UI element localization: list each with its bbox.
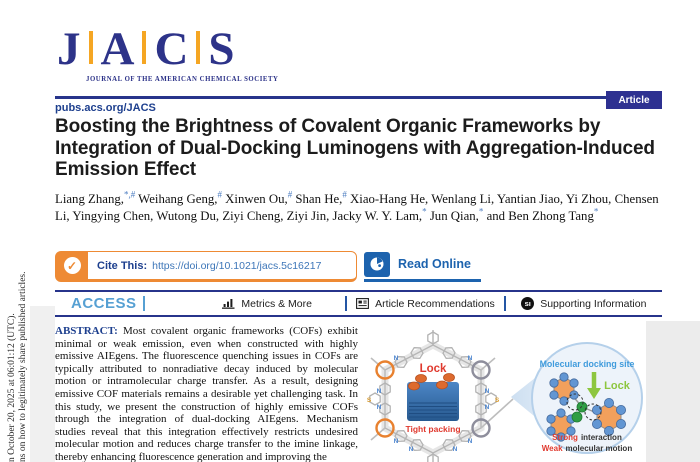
cite-this-label: Cite This: xyxy=(97,259,148,272)
author: Ziyi Jin, xyxy=(286,208,330,223)
title-line: Emission Effect xyxy=(55,159,197,180)
logo-letter: S xyxy=(208,23,235,75)
atom-n-label: N xyxy=(393,355,399,362)
graphical-abstract xyxy=(363,325,648,462)
author: Xiao-Hang He, xyxy=(350,192,429,206)
title-line: Integration of Dual-Docking Luminogens with Aggregation-Induced xyxy=(55,137,655,159)
recommendations-icon xyxy=(356,298,369,309)
logo-letter: J xyxy=(57,23,81,75)
abstract-paragraph xyxy=(55,325,358,462)
masthead-rule xyxy=(55,96,662,99)
nav-item-label: Metrics & More xyxy=(241,297,312,310)
docking-site-label: Molecular docking site xyxy=(539,359,635,369)
atom-n-label: N xyxy=(484,404,490,411)
lock-brick xyxy=(407,374,459,422)
author: Yingying Chen, xyxy=(72,208,154,223)
lock-label-left: Lock xyxy=(419,363,447,375)
nav-supporting-information[interactable] xyxy=(506,297,662,310)
logo-gold-bar xyxy=(89,31,93,64)
journal-url-link[interactable]: pubs.acs.org/JACS xyxy=(55,102,156,114)
author: Wenlang Li, xyxy=(431,192,495,206)
access-nav-bar xyxy=(55,290,662,317)
metrics-icon xyxy=(222,298,235,309)
jacs-logo xyxy=(57,23,279,83)
atom-n-label: N xyxy=(467,355,473,362)
nav-item-label: Article Recommendations xyxy=(375,297,495,310)
access-cursor-icon xyxy=(143,296,146,311)
author: Jun Qian,* xyxy=(429,206,484,223)
cite-this-button[interactable] xyxy=(55,251,357,282)
cite-check-icon: ✓ xyxy=(56,252,88,279)
author-list xyxy=(55,191,659,224)
article-type-badge: Article xyxy=(606,91,662,109)
journal-subtitle: JOURNAL OF THE AMERICAN CHEMICAL SOCIETY xyxy=(86,76,279,83)
nav-item-label: Supporting Information xyxy=(540,297,647,310)
logo-gold-bar xyxy=(196,31,200,64)
weak-motion-label: Weak molecular motion xyxy=(541,444,633,453)
atom-n-label: N xyxy=(452,446,458,453)
author: Chensen Li, xyxy=(55,192,659,223)
nav-metrics-and-more[interactable] xyxy=(189,298,345,310)
author: Liang Zhang,*,# xyxy=(55,189,136,206)
jacs-logo-letters xyxy=(57,23,279,75)
access-label: ACCESS xyxy=(71,295,137,312)
author: Ziyi Cheng, xyxy=(222,208,284,223)
lock-label-right: Lock xyxy=(604,380,630,392)
author: Xinwen Ou,# xyxy=(225,189,293,206)
author: Jacky W. Y. Lam,* xyxy=(332,206,427,223)
margin-note-line: n October 20, 2025 at 06:01:12 (UTC). xyxy=(7,313,17,462)
abstract-text: Most covalent organic frameworks (COFs) exhibit minimal or weak emission, even when constructed with highly emissive AIEgens. The fluorescence quenching issues in COFs are typically attributed to nonradiative decay induced by molecular motion or intramolecular charge transfer. As a result, designing emissive COF materials remains a desirable yet challenging task. In this study, we present the construction of highly emissive COFs through the integration of dual-docking AIEgens. Mechanism studies reveal that this integration effectively restricts undesired molecular motion and reduces charge transfer to the imine linkage, thereby enhancing fluorescence generation and improving the xyxy=(55,325,358,462)
page-edge-shade-left xyxy=(30,306,55,462)
atom-n-label: N xyxy=(376,404,382,411)
atom-n-label: N xyxy=(408,446,414,453)
atom-s-label: S xyxy=(494,397,500,404)
strong-interaction-label: Strong interaction xyxy=(552,433,622,442)
doi-link[interactable]: https://doi.org/10.1021/jacs.5c16217 xyxy=(152,259,322,272)
margin-note-line: ns on how to legitimately share published articles. xyxy=(18,271,28,462)
read-online-button[interactable] xyxy=(364,251,481,282)
author: Shan He,# xyxy=(295,189,347,206)
supporting-info-icon: sı xyxy=(521,297,534,310)
download-margin-note xyxy=(7,272,29,462)
author: Weihang Geng,# xyxy=(138,189,222,206)
title-line: Boosting the Brightness of Covalent Organic Frameworks by xyxy=(55,116,601,137)
author: Yi Zhou, xyxy=(565,192,612,206)
logo-gold-bar xyxy=(142,31,146,64)
author: Wutong Du, xyxy=(156,208,220,223)
logo-letter: A xyxy=(100,23,135,75)
access-open-link[interactable] xyxy=(55,295,189,312)
nav-article-recommendations[interactable] xyxy=(347,298,503,310)
read-online-icon xyxy=(364,252,390,277)
atom-n-label: N xyxy=(484,388,490,395)
abstract-label: ABSTRACT: xyxy=(55,325,118,337)
atom-n-label: N xyxy=(467,438,473,445)
atom-n-label: N xyxy=(393,438,399,445)
author: and Ben Zhong Tang* xyxy=(486,206,599,223)
article-title xyxy=(55,116,665,181)
read-online-label: Read Online xyxy=(398,257,471,271)
author: Yantian Jiao, xyxy=(496,192,564,206)
logo-letter: C xyxy=(154,23,189,75)
page-edge-shade-right xyxy=(646,321,700,462)
atom-n-label: N xyxy=(376,388,382,395)
atom-s-label: S xyxy=(366,397,372,404)
tight-packing-label: Tight packing xyxy=(405,424,461,434)
